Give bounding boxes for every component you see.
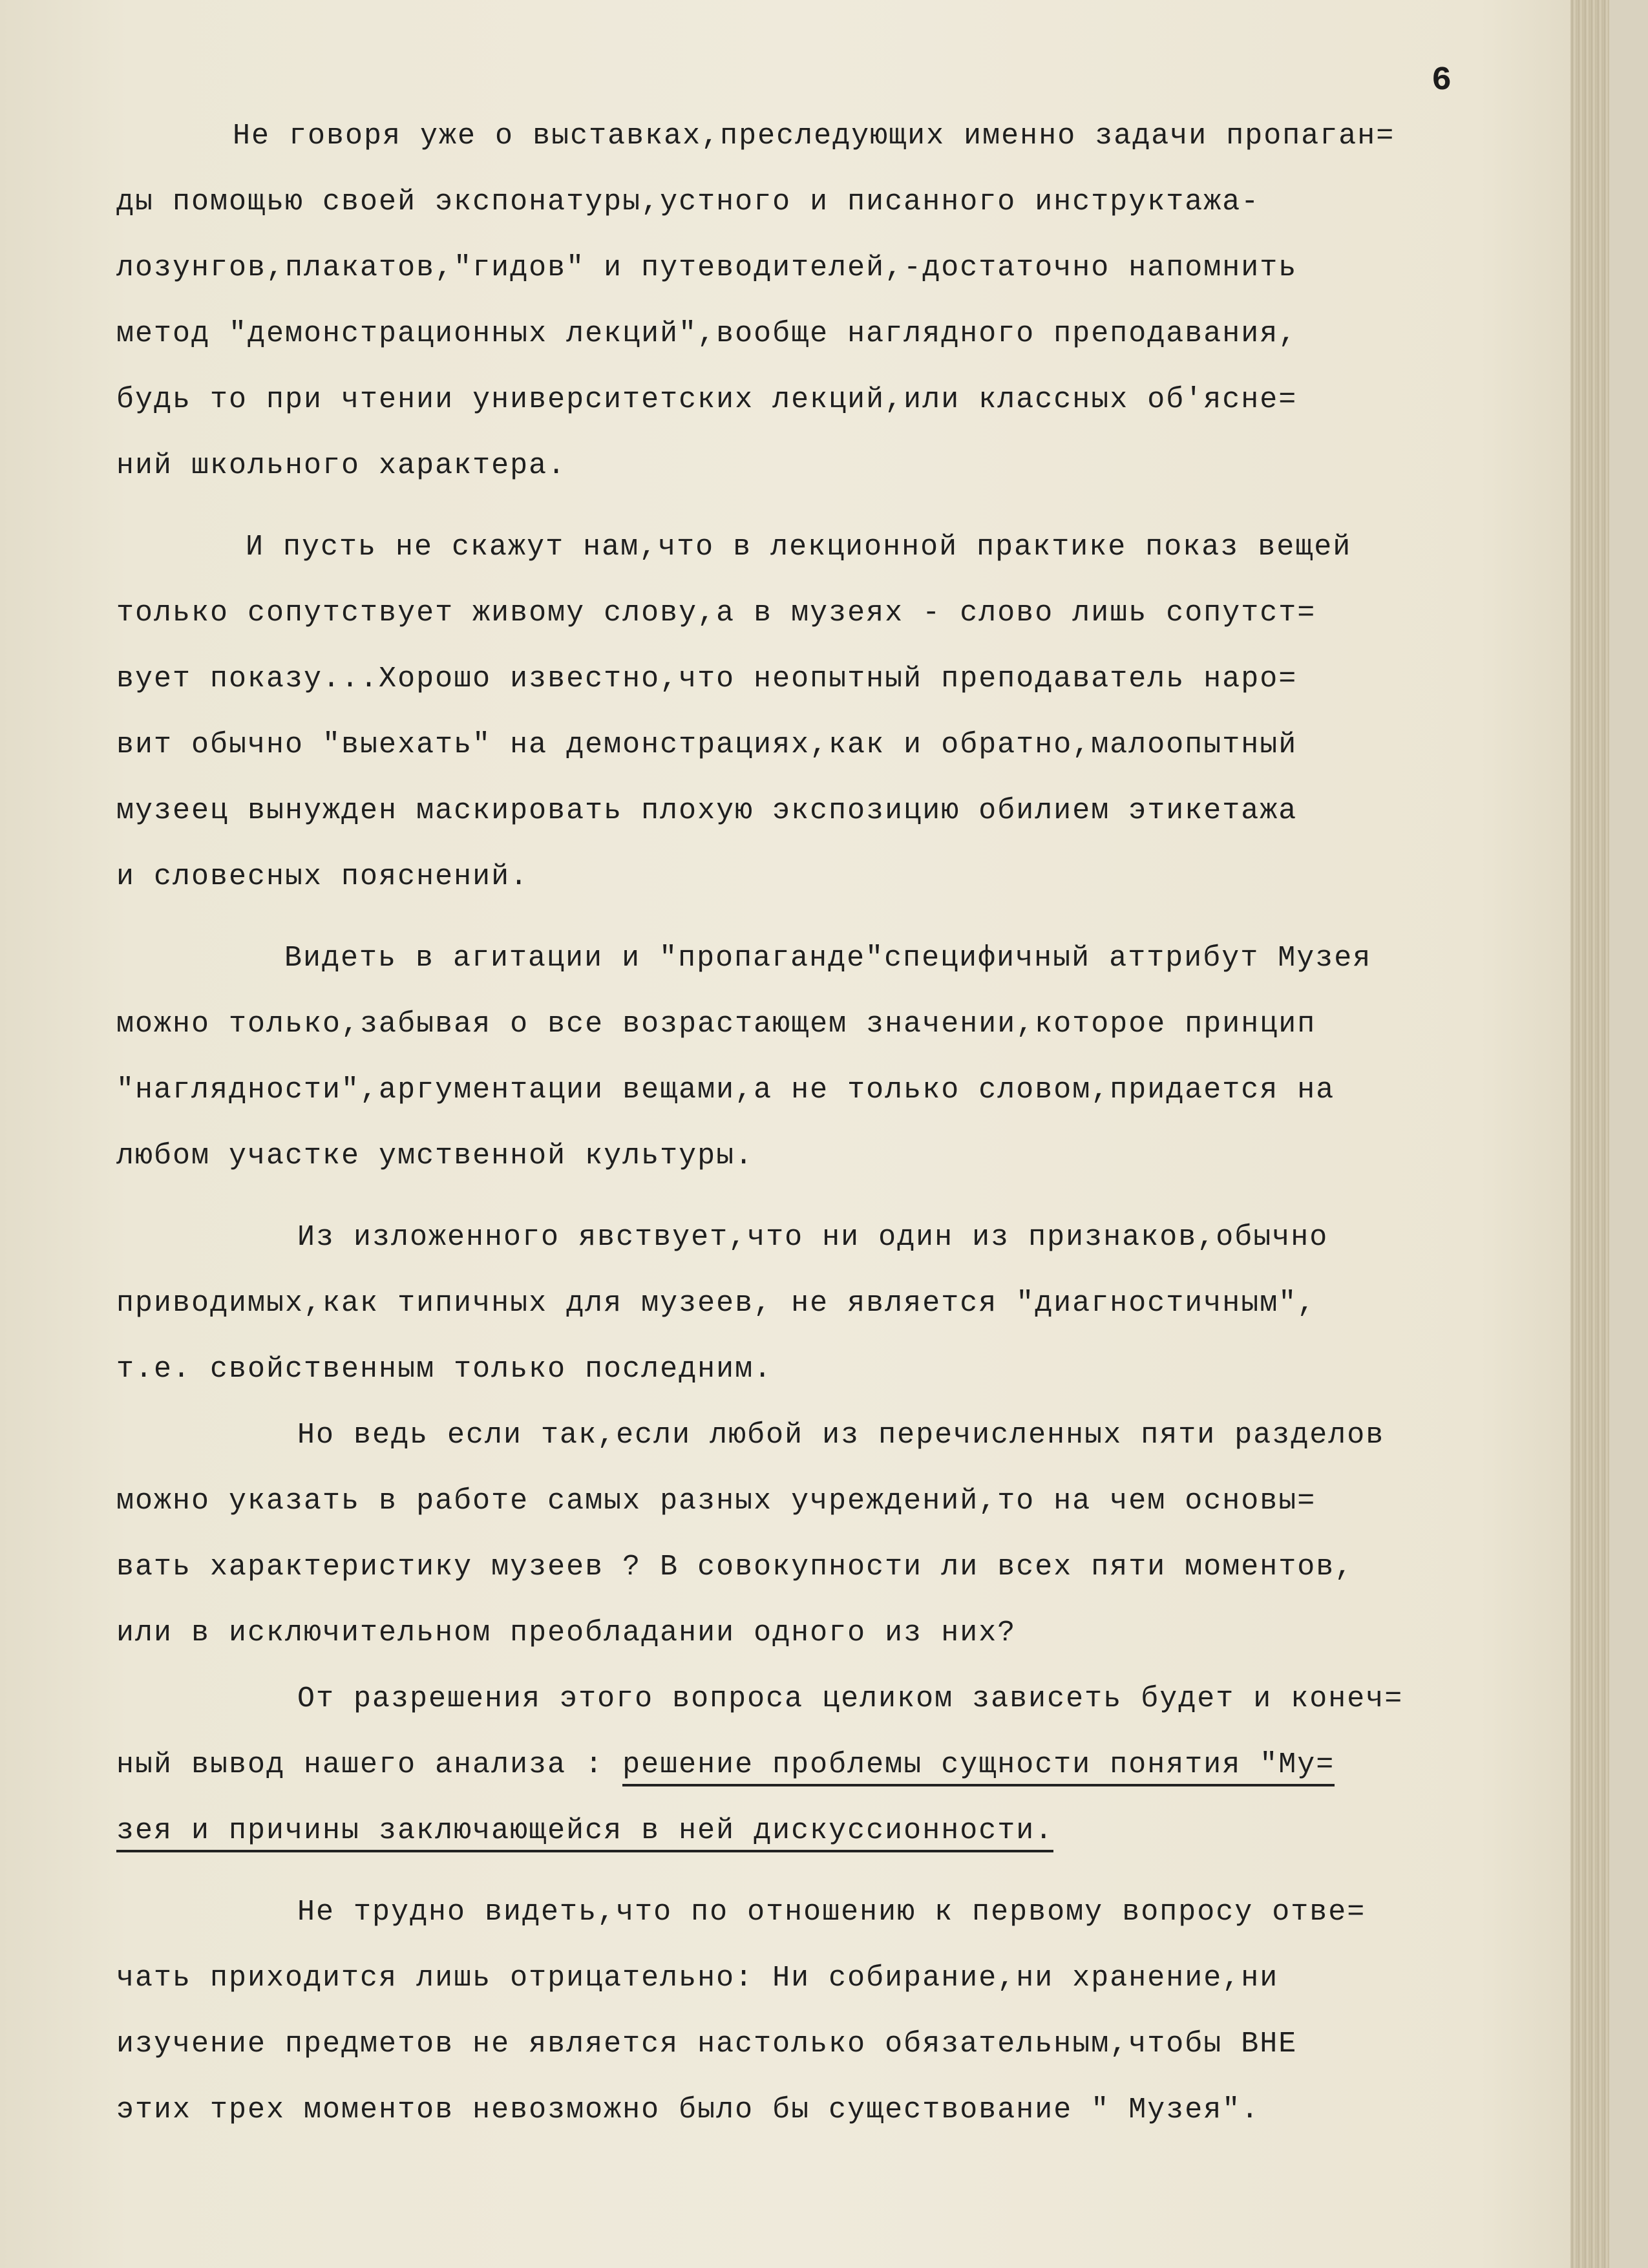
- document-body: [116, 103, 1596, 2143]
- text-line: приводимых,как типичных для музеев, не является "диагностичным",: [116, 1287, 1316, 1320]
- text-line: и словесных пояснений.: [116, 860, 529, 893]
- text-line: лозунгов,плакатов,"гидов" и путеводителей,-достаточно напомнить: [116, 251, 1298, 284]
- paragraph-7: [116, 1880, 1596, 2143]
- text-line: От разрешения этого вопроса целиком зависеть будет и конеч=: [297, 1682, 1404, 1715]
- text-line: Но ведь если так,если любой из перечисленных пяти разделов: [297, 1419, 1385, 1452]
- page-number: 6: [1431, 61, 1452, 100]
- text-line: [116, 1798, 1596, 1864]
- text-line: Из изложенного явствует,что ни один из признаков,обычно: [297, 1221, 1329, 1254]
- text-line: музеец вынужден маскировать плохую экспозицию обилием этикетажа: [116, 794, 1298, 827]
- text-line: будь то при чтении университетских лекций,или классных об'ясне=: [116, 383, 1298, 416]
- text-line: "наглядности",аргументации вещами,а не только словом,придается на: [116, 1074, 1335, 1107]
- text-line: вует показу...Хорошо известно,что неопытный преподаватель наро=: [116, 662, 1298, 695]
- text-line: т.е. свойственным только последним.: [116, 1353, 773, 1386]
- paragraph-1: [116, 103, 1596, 499]
- text-fragment: ный вывод нашего анализа :: [116, 1748, 623, 1781]
- text-line: Видеть в агитации и "пропаганде"специфичный аттрибут Музея: [284, 942, 1372, 975]
- paragraph-6: [116, 1666, 1596, 1864]
- text-line: любом участке умственной культуры.: [116, 1139, 754, 1172]
- text-line: изучение предметов не является настолько обязательным,чтобы ВНЕ: [116, 2028, 1298, 2061]
- text-line: Не говоря уже о выставках,преследующих именно задачи пропаган=: [233, 120, 1395, 153]
- paragraph-5: [116, 1403, 1596, 1666]
- text-line: этих трех моментов невозможно было бы существование " Музея".: [116, 2093, 1260, 2126]
- paragraph-2: [116, 514, 1596, 910]
- text-line: вать характеристику музеев ? В совокупности ли всех пяти моментов,: [116, 1551, 1354, 1584]
- text-line: ний школьного характера.: [116, 449, 567, 482]
- text-line: можно указать в работе самых разных учреждений,то на чем основы=: [116, 1485, 1316, 1518]
- text-line: метод "демонстрационных лекций",вообще наглядного преподавания,: [116, 317, 1298, 350]
- text-line: можно только,забывая о все возрастающем значении,которое принцип: [116, 1008, 1316, 1041]
- underlined-conclusion: зея и причины заключающейся в ней дискуссионности.: [116, 1814, 1053, 1852]
- text-line: Не трудно видеть,что по отношению к первому вопросу отве=: [297, 1896, 1366, 1929]
- text-line: чать приходится лишь отрицательно: Ни собирание,ни хранение,ни: [116, 1962, 1279, 1995]
- paragraph-3: [116, 926, 1596, 1189]
- text-line: И пусть не скажут нам,что в лекционной практике показ вещей: [246, 531, 1352, 564]
- text-line: только сопутствует живому слову,а в музеях - слово лишь сопутст=: [116, 597, 1316, 630]
- text-line: вит обычно "выехать" на демонстрациях,как и обратно,малоопытный: [116, 728, 1298, 761]
- text-line: [116, 1732, 1596, 1798]
- paragraph-4: [116, 1205, 1596, 1403]
- underlined-conclusion: решение проблемы сущности понятия "Му=: [622, 1748, 1335, 1786]
- text-line: ды помощью своей экспонатуры,устного и писанного инструктажа-: [116, 185, 1260, 218]
- text-line: или в исключительном преобладании одного из них?: [116, 1616, 1017, 1649]
